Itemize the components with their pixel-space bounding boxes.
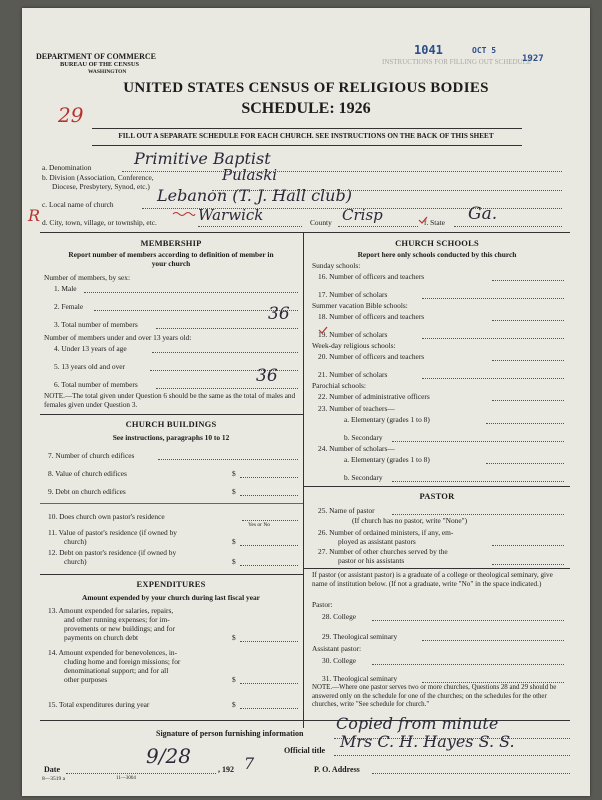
q15-dollar: $ bbox=[232, 700, 236, 709]
q8-value-label: 8. Value of church edifices bbox=[48, 469, 127, 478]
q26-line-2: ployed as assistant pastors bbox=[338, 537, 416, 546]
q11-value-residence-label: 11. Value of pastor's residence (if owned by bbox=[48, 528, 177, 537]
separate-schedule-instruction: FILL OUT A SEPARATE SCHEDULE FOR EACH CHURCH. SEE INSTRUCTIONS ON THE BACK OF THIS SHEET bbox=[118, 132, 494, 140]
red-underline-mark bbox=[172, 211, 196, 217]
q31-label: 31. Theological seminary bbox=[322, 674, 398, 683]
year-prefix: , 192 bbox=[218, 765, 234, 774]
date-value: 9/28 bbox=[146, 744, 191, 768]
q23-label: 23. Number of teachers— bbox=[318, 404, 395, 413]
q29-label: 29. Theological seminary bbox=[322, 632, 398, 641]
q27-line-1: 27. Number of other churches served by the bbox=[318, 547, 448, 556]
q11-church-label: church) bbox=[64, 537, 87, 546]
stamp-year: 1927 bbox=[522, 54, 544, 64]
q24a-label: a. Elementary (grades 1 to 8) bbox=[344, 455, 430, 464]
q23b-label: b. Secondary bbox=[344, 433, 383, 442]
parochial-schools-heading: Parochial schools: bbox=[312, 381, 366, 390]
q4-under-13-label: 4. Under 13 years of age bbox=[54, 344, 127, 353]
q13-line-3: provements or new buildings; and for bbox=[64, 624, 176, 633]
city-value: Warwick bbox=[198, 206, 264, 224]
summer-schools-heading: Summer vacation Bible schools: bbox=[312, 301, 408, 310]
q12-church-label: church) bbox=[64, 557, 87, 566]
membership-title: MEMBERSHIP bbox=[140, 238, 202, 248]
yes-no-hint: Yes or No bbox=[248, 522, 271, 528]
stamp-number: 1041 bbox=[414, 43, 443, 57]
date-label: Date bbox=[44, 765, 60, 774]
q5-over-13-label: 5. 13 years old and over bbox=[54, 362, 126, 371]
bureau-label: BUREAU OF THE CENSUS bbox=[60, 61, 140, 68]
print-code: 11—3004 bbox=[116, 776, 136, 781]
city-label: WASHINGTON bbox=[88, 69, 127, 75]
schedule-year: SCHEDULE: 1926 bbox=[241, 100, 371, 117]
q15-total-label: 15. Total expenditures during year bbox=[48, 700, 150, 709]
county-value: Crisp bbox=[342, 206, 383, 224]
division-label-2: Diocese, Presbytery, Synod, etc.) bbox=[52, 182, 150, 191]
sunday-schools-heading: Sunday schools: bbox=[312, 261, 361, 270]
q30-label: 30. College bbox=[322, 656, 357, 665]
q8-dollar: $ bbox=[232, 469, 236, 478]
local-name-value: Lebanon (T. J. Hall club) bbox=[157, 186, 352, 205]
stamp-date: OCT 5 bbox=[472, 46, 497, 55]
q14-line-4: other purposes bbox=[64, 675, 108, 684]
signature-value: Copied from minute bbox=[336, 714, 499, 733]
q24b-label: b. Secondary bbox=[344, 473, 383, 482]
denomination-label: a. Denomination bbox=[42, 163, 92, 172]
year-value: 7 bbox=[244, 754, 255, 773]
local-name-label: c. Local name of church bbox=[42, 200, 114, 209]
denomination-value: Primitive Baptist bbox=[134, 149, 271, 168]
red-margin-mark: R bbox=[28, 206, 41, 225]
membership-note: NOTE.—The total given under Question 6 should be the same as the total of males and females given under Question 3. bbox=[44, 392, 296, 409]
pastor-subheading: Pastor: bbox=[312, 600, 333, 609]
red-check-icon bbox=[318, 326, 328, 334]
q22-label: 22. Number of administrative officers bbox=[318, 392, 430, 401]
q19-label: 19. Number of scholars bbox=[318, 330, 388, 339]
official-title-label: Official title bbox=[284, 746, 326, 755]
q25-note: (If church has no pastor, write "None") bbox=[352, 516, 468, 525]
state-value: Ga. bbox=[468, 204, 498, 224]
q27-line-2: pastor or his assistants bbox=[338, 556, 405, 565]
church-schools-subtitle: Report here only schools conducted by this church bbox=[357, 250, 517, 259]
q11-dollar: $ bbox=[232, 537, 236, 546]
q1-male-label: 1. Male bbox=[54, 284, 77, 293]
assistant-pastor-subheading: Assistant pastor: bbox=[312, 644, 362, 653]
q13-line-1: 13. Amount expended for salaries, repairs, bbox=[48, 606, 174, 615]
red-check-icon bbox=[418, 216, 428, 224]
graduate-note: If pastor (or assistant pastor) is a graduate of a college or theological seminary, give name of institution below. (If not a graduate, write "No" in the space indicated.) bbox=[312, 571, 553, 588]
q13-dollar: $ bbox=[232, 633, 236, 642]
q9-dollar: $ bbox=[232, 487, 236, 496]
q14-line-1: 14. Amount expended for benevolences, in- bbox=[48, 648, 178, 657]
form-number: 8—3519 a bbox=[42, 776, 66, 782]
q10-residence-label: 10. Does church own pastor's residence bbox=[48, 512, 165, 521]
q17-label: 17. Number of scholars bbox=[318, 290, 388, 299]
membership-subtitle: Report number of members according to definition of member in your church bbox=[68, 250, 274, 268]
q6-total-label: 6. Total number of members bbox=[54, 380, 138, 389]
pastor-final-note: NOTE.—Where one pastor serves two or more churches, Questions 28 and 29 should be answered only on the schedule for one of the churches; on the schedules for the other churches, write "See schedule for church." bbox=[312, 684, 557, 709]
q12-dollar: $ bbox=[232, 557, 236, 566]
q25-label: 25. Name of pastor bbox=[318, 506, 375, 515]
q12-debt-residence-label: 12. Debt on pastor's residence (if owned by bbox=[48, 548, 177, 557]
expenditures-subtitle: Amount expended by your church during last fiscal year bbox=[82, 593, 260, 602]
q16-label: 16. Number of officers and teachers bbox=[318, 272, 425, 281]
q26-line-1: 26. Number of ordained ministers, if any, em- bbox=[318, 528, 454, 537]
q28-label: 28. College bbox=[322, 612, 357, 621]
q3-total-value: 36 bbox=[268, 304, 290, 324]
q6-total-value: 36 bbox=[256, 366, 278, 386]
faint-heading: INSTRUCTIONS FOR FILLING OUT SCHEDULE bbox=[382, 58, 532, 66]
official-title-value: Mrs C. H. Hayes S. S. bbox=[340, 732, 515, 751]
q2-female-label: 2. Female bbox=[54, 302, 84, 311]
division-label: b. Division (Association, Conference, bbox=[42, 173, 154, 182]
q14-dollar: $ bbox=[232, 675, 236, 684]
expenditures-title: EXPENDITURES bbox=[136, 579, 206, 589]
q3-total-label: 3. Total number of members bbox=[54, 320, 138, 329]
q13-line-4: payments on church debt bbox=[64, 633, 139, 642]
signature-label: Signature of person furnishing information bbox=[156, 729, 304, 738]
q13-line-2: and other running expenses; for im- bbox=[64, 615, 170, 624]
division-value: Pulaski bbox=[222, 166, 278, 184]
weekday-schools-heading: Week-day religious schools: bbox=[312, 341, 396, 350]
age-heading: Number of members under and over 13 years old: bbox=[44, 333, 192, 342]
church-schools-title: CHURCH SCHOOLS bbox=[395, 238, 479, 248]
q21-label: 21. Number of scholars bbox=[318, 370, 388, 379]
church-buildings-title: CHURCH BUILDINGS bbox=[125, 419, 217, 429]
q14-line-2: cluding home and foreign missions; for bbox=[64, 657, 181, 666]
q7-edifices-label: 7. Number of church edifices bbox=[48, 451, 135, 460]
members-by-sex-heading: Number of members, by sex: bbox=[44, 273, 130, 282]
form-title: UNITED STATES CENSUS OF RELIGIOUS BODIES bbox=[123, 80, 489, 96]
red-sequence-number: 29 bbox=[58, 103, 84, 127]
q18-label: 18. Number of officers and teachers bbox=[318, 312, 425, 321]
city-town-label: d. City, town, village, or township, etc. bbox=[42, 218, 157, 227]
county-label: County bbox=[310, 218, 332, 227]
state-label: f. State bbox=[424, 218, 445, 227]
q24-label: 24. Number of scholars— bbox=[318, 444, 395, 453]
census-schedule-sheet bbox=[22, 8, 590, 796]
department-label: DEPARTMENT OF COMMERCE bbox=[36, 52, 157, 61]
q20-label: 20. Number of officers and teachers bbox=[318, 352, 425, 361]
q9-debt-label: 9. Debt on church edifices bbox=[48, 487, 126, 496]
po-address-label: P. O. Address bbox=[314, 765, 360, 774]
pastor-title: PASTOR bbox=[419, 491, 455, 501]
q14-line-3: denominational support; and for all bbox=[64, 666, 169, 675]
church-buildings-subtitle: See instructions, paragraphs 10 to 12 bbox=[112, 433, 230, 442]
q23a-label: a. Elementary (grades 1 to 8) bbox=[344, 415, 430, 424]
